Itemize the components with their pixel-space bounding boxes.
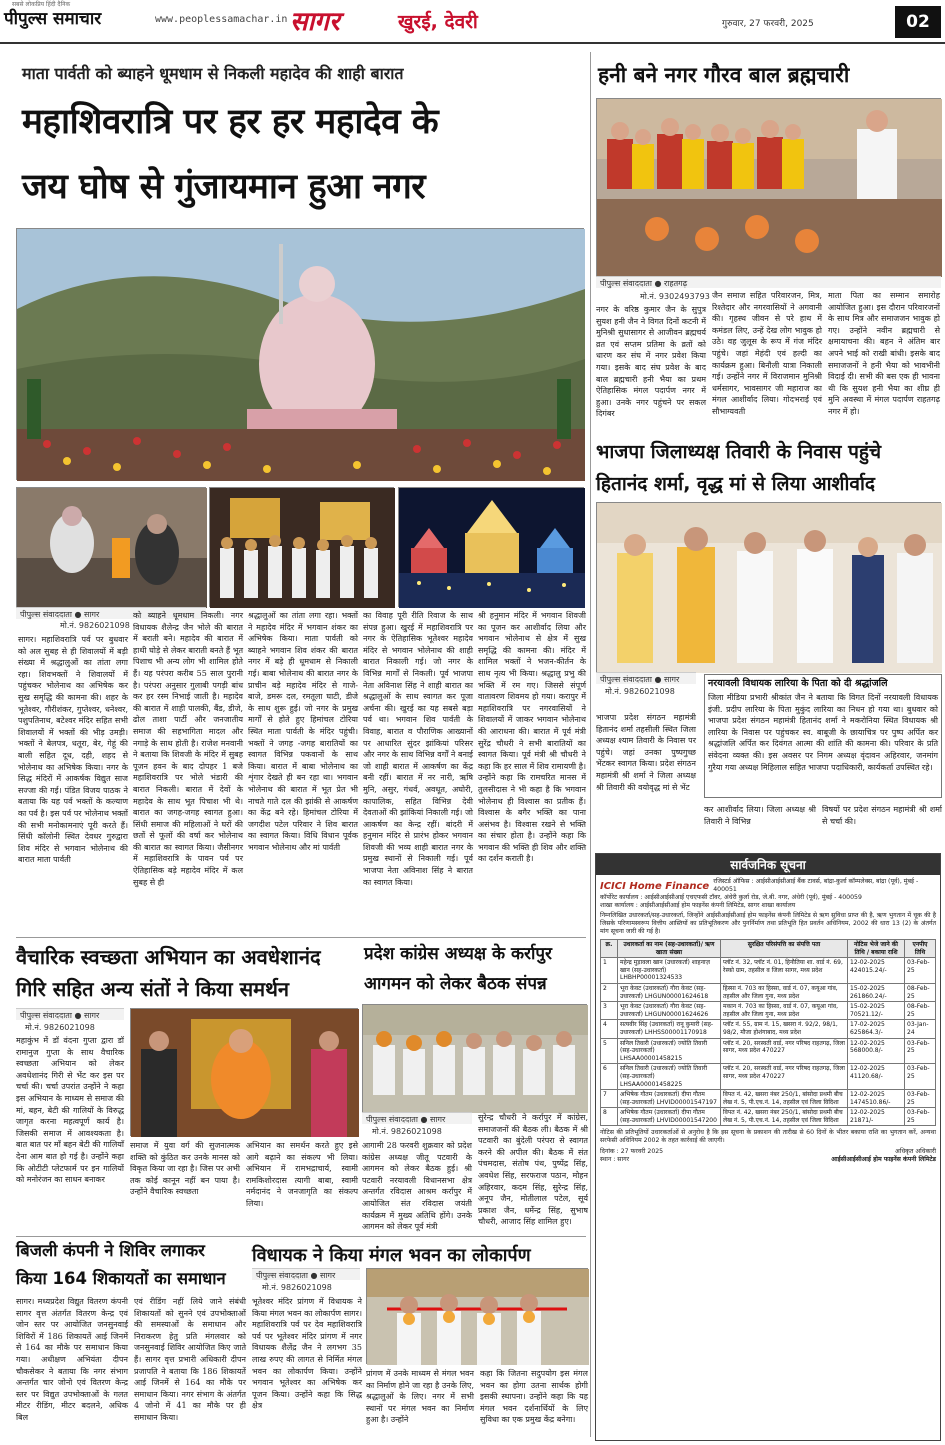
sub-cities: खुरई, देवरी xyxy=(398,11,478,33)
story1-column-3: श्रद्धालुओं का तांता लगा रहा। भक्तों ने महादेव मंदिर में भगवान शंकर का अभिषेक किया। माता पार्वती को ब्याहने भगवान शिव शंकर की बारात नगर में बड़े ही धूमधाम से निकाली गई। बाबा भोलेनाथ की बारात नगर के प्राचीन बड़े महादेव मंदिर से गाजे- बाजे, डमरू दल, रमतूला घाटी, डीजे के साथ शुरू हुई। जो नगर के प्रमुख मार्गों से होते हुए हिमांचल टोरिया स्थित माता पार्वती के मंदिर पहुंची। भक्तों ने जगह -जगह बारातियों का स्वागत विभिन्न पकवानों के साथ किया। बारात में बाबा भोलेनाथ का शृंगार देखते ही बन रहा था। भगवान भोलेनाथ की बारात में भूत प्रेत भी नाचते गाते दल की झांकी से आकर्षण का केंद्र बने रहे। हिमांचल टोरिया में जगदीश पटेल परिवार ने शिव बारात का स्वागत किया। विधि विधान पूर्वक भगवान भोलेनाथ और मां पार्वती xyxy=(248,611,358,852)
table-row: 6 सनिल तिवारी (उधारकर्ता) ज्योति तिवारी (सह-उधारकर्ता) LHSAA00001458225 प्लॉट नं. 20, सरस्वती वार्ड, नगर परिषद राहतगढ़, जिला सागर, मध्य प्रदेश 470227 12-02-2025 41120.68/- 03-Feb-25 xyxy=(601,1064,936,1090)
story4-column-1: महाकुंभ में डॉ वंदना गुप्ता द्वारा डॉ रामानुज गुप्ता के साथ वैचारिक स्वच्छता अभियान को लेकर अवधेशानंद गिरी से भेंट कर इस पर चर्चा की। चर्चा उपरांत उन्होंने ने कहा इस अभियान के माध्यम से समाज की मां, बहन, बेटी की गालियों के विरुद्ध जागृत करना महत्वपूर्ण कार्य है। जिसकी समाज में आवश्यकता है। बात बात पर माँ बहन बेटी की गालियाँ देना आम बात हो गई है। उन्होंने कहा कि ओटीटी प्लेटफार्म पर इन गालियों को मनोरंजन का साधन बनाकर xyxy=(16,1036,124,1185)
notice-title: सार्वजनिक सूचना xyxy=(596,854,940,875)
public-notice xyxy=(595,853,941,1441)
mangal-bhawan-photo xyxy=(366,1268,588,1364)
newspaper-logo: सबसे लोकप्रिय हिंदी दैनिक पीपुल्स समाचार xyxy=(4,1,102,29)
story1-headline-line1: महाशिवरात्रि पर हर हर महादेव के xyxy=(22,102,439,142)
story7-column-1: भूतेश्वर मंदिर प्रांगण में विधायक ने किया मंगल भवन का लोकार्पण सागर। महाशिवरात्रि पर्व पर देव महाशिवरात्रि पर्व पर भूतेश्वर मंदिर प्रांगण में नगर विधायक शैलेंद्र जैन ने लगभग 35 लाख रुपए की लागत से निर्मित मंगल भवन का लोकार्पण किया। उन्होंने भगवान भूतेश्वर का अभिषेक कर पूजन किया। उन्होंने कहा कि सिद्ध क्षेत्र xyxy=(252,1297,362,1411)
story7-headline: विधायक ने किया मंगल भवन का लोकार्पण xyxy=(252,1245,531,1266)
masthead xyxy=(0,0,945,44)
tribute-headline: नरयावली विधायक लारिया के पिता को दी श्रद्धांजलि xyxy=(708,678,888,689)
table-row: 4 सत्यवीर सिंह (उधारकर्ता) रानू कुमारी (सह-उधारकर्ता) LHHSS00001170918 प्लॉट नं. 55, ग्राम नं. 15, खसरा नं. 92/2, 98/1, 98/2, मौजा होशंगाबाद, मध्य प्रदेश 17-02-2025 625864.3/- 03-Jan-24 xyxy=(601,1020,936,1038)
story1-column-5: श्री हनुमान मंदिर में भगवान शिवजी का पूजन कर आशीर्वाद लिया और भगवान भोलेनाथ से क्षेत्र में सुख समृद्धि की कामना की। मंदिर में शामिल भक्तों ने भजन-कीर्तन के साथ नृत्य भी किया। श्रद्धालु प्रभु की भक्ति में रम गए। जिससे संपूर्ण वातावरण शिवमय हो गया। करापुर में महाशिवरात्रि पर नगरवासियों ने शिवालयों में जाकर भगवान भोलेनाथ की आराधना की। बारात में पूर्व मंत्री सुरेंद्र चौधरी ने सभी बारातियों का स्वागत किया। पूर्व मंत्री श्री चौधरी ने कहा कि हर साल में शिव रामायणी है। उन्होंने कहा कि रामचरित मानस में तुलसीदास ने भी कहा है कि भगवान भोलेनाथ ही विश्वास का प्रतीक हैं। विश्वास के बगैर भक्ति का पाना असंभव है। विश्वास रखने से भक्ति का संचार होता है। उन्होंने कहा कि भगवान की भक्ति ही शिव और शक्ति का दर्शन कराती है। xyxy=(478,611,586,864)
story2-column-2: जैन समाज सहित परिवारजन, मित्र, रिश्तेदार और नगरवासियों ने अगवानी की। गृहस्थ जीवन से परे हाथ में कमंडल लिए, उन्हें देख लोग भावुक हो उठे। वह जुलूस के रूप में गंज मंदिर पहुंचे। जहां मेहंदी एवं हल्दी का कार्यक्रम हुआ। बिनौली यात्रा निकाली गई। उन्होंने नगर में विराजमान मुनिश्री धर्मसागर, भावसागर जी महाराज का मंगल आशीर्वाद लिया। गोदभराई एवं सौभाग्यवती xyxy=(712,291,822,416)
notice-signatory: अधिकृत अधिकारी xyxy=(894,1148,936,1156)
story5-mobile: मो.नं. 9826021098 xyxy=(372,1127,442,1136)
story5-headline-line2: आगमन को लेकर बैठक संपन्न xyxy=(364,974,547,994)
story3-mobile: मो.नं. 9826021098 xyxy=(605,687,675,696)
story3-column-3: विषयों पर प्रदेश संगठन महामंत्री श्री शर्मा से चर्चा की। xyxy=(822,805,942,826)
notice-branch-address: शाखा कार्यालय : आईसीआईसीआई होम फाइनेंस कंपनी लिमिटेड, सागर शाखा कार्यालय xyxy=(600,902,796,909)
story5-column-2: सुरेन्द्र चौधरी ने कर्रापुर में कांग्रेस, समाजजनों की बैठक ली। बैठक में श्री पटवारी का बुंदेली परंपरा से स्वागत करने की अपील की। बैठक में संत पंचमदास, संतोष पंथ, पुष्पेंद्र सिंह, अवधेश सिंह, सरफराज पठान, मोहन अहिरवार, कदम सिंह, सुरेन्द्र सिंह, अनूप जैन, मोतीलाल पटेल, सूर्य प्रकाश जैन, धर्मेन्द्र सिंह, सुभाष चौधरी, आजाद सिंह शामिल हुए। xyxy=(478,1113,588,1227)
story5-caption-bar: पीपुल्स संवाददाता ● सागर xyxy=(362,1112,472,1124)
saints-meeting-photo xyxy=(130,1008,358,1136)
story1-column-1: सागर। महाशिवरात्रि पर्व पर बुधवार को अल सुबह से ही शिवालयों में बड़ी संख्या में श्रद्धालुओं का तांता लगा रहा। शिवभक्तों ने शिवालयों में पहुंचकर भोलेनाथ का अभिषेक कर सुख समृद्धि की कामना की। शहर के भूतेश्वर, गौरीशंकर, गुप्तेश्वर, धनेश्वर, पशुपतिनाथ, बटेश्वर मंदिर सहित सभी शिवालयों में भक्तों की भीड़ उमड़ी। भक्तों ने बेलपत्र, धतूरा, बेर, गेहूं की बाली सहित दूध, दही, शहद से भोलेनाथ का अभिषेक किया। नगर के सिद्ध मंदिरों में आकर्षक विद्युत साज सज्जा की गई। पंडित विजय पाठक ने बताया कि यह पर्व भक्तों के कल्याण का पर्व है। इस पर्व पर भोलेनाथ भक्तों की सभी मनोकामनाएं पूरी करते हैं। सिंधी कॉलोनी स्थित देवधर गुरुद्वारा शिव मंदिर से भगवान भोलेनाथ की बारात माता पार्वती xyxy=(18,635,128,865)
shiva-statue-photo xyxy=(16,228,584,480)
story2-column-1: नगर के वरिष्ठ कुमार जैन के सुपुत्र सुयश हनी जैन ने विगत दिनों कटनी में मुनिश्री सुधासागर से आजीवन ब्रह्मचर्य व्रत एवं सप्तम प्रतिमा के व्रतों को धारण कर संघ में नगर प्रवेश किया गया। इसके बाद संघ प्रवेश के बाद बाल ब्रह्मचारी हनी भैया का प्रथम ऐतिहासिक मंगल पदार्पण नगर में हुआ। उनके नगर पहुंचने पर सकल दिगंबर xyxy=(596,305,706,419)
notice-corporate-address: कॉर्पोरेट कार्यालय : आईसीआईसीआई एचएफसी टॉवर, अंधेरी कुर्ला रोड, जे.बी. नगर, अंधेरी (पूर्व), मुंबई - 400059 xyxy=(600,894,862,901)
story5-headline-line1: प्रदेश कांग्रेस अध्यक्ष के कर्रापुर xyxy=(364,944,552,964)
notice-table xyxy=(600,939,936,1126)
page-number: 02 xyxy=(895,6,941,38)
brahmachari-photo xyxy=(596,98,941,276)
saints-meeting-image xyxy=(131,1009,359,1137)
story7-caption-bar: पीपुल्स संवाददाता ● सागर xyxy=(252,1268,360,1280)
table-row: 5 सनिल तिवारी (उधारकर्ता) ज्योति तिवारी (सह-उधारकर्ता) LHSAA00001458215 प्लॉट नं. 20, सरस्वती वार्ड, नगर परिषद राहतगढ़, जिला सागर, मध्य प्रदेश 470227 12-02-2025 568000.8/- 03-Feb-25 xyxy=(601,1038,936,1064)
tribute-box xyxy=(704,674,942,798)
story1-column-2: को ब्याहने धूमधाम निकली। नगर विधायक शैलेन्द्र जैन भोले की बारात में बराती बने। महादेव की बारात में हाथी घोड़े से लेकर बाराती बनते हैं भूत पिशाच भी अन्य लोग भी शामिल होते हैं। यह परंपरा करीब 55 साल पुरानी है। परंपरा अनुसार गुलाबी पगड़ी बांध कर हर रस्म निभाई जाती है। महादेव की बारात में शाही पालकी, बैंड, डीजे, ढोल ताशा पार्टी और जनजातीय समाज की सहभागिता मादल और नगाड़े के साथ होती है। राजेश मनवानी ने बताया कि शिवजी के मंदिर में सुबह पूजन हवन के बाद दोपहर 1 बजे महाशिवरात्रि पर भोले भंडारी की बारात निकली। बारात में देवों के महादेव के साथ भूत पिचाश भी थे। बारात का जगह-जगह स्वागत हुआ। सिंधी समाज की महिलाओं ने घरों की छतों से फूलों की वर्षा कर भोलेनाथ की बारात का स्वागत किया। जैसीनगर में महाशिवरात्रि के पावन पर्व पर ऐतिहासिक बड़े महादेव मंदिर में कल सुबह से ही xyxy=(133,611,243,887)
story6-column-2: एवं रीडिंग नहीं लिये जाने संबंधी शिकायतों को सुनने एवं उपभोक्ताओं की समस्याओं के समाधान और निराकरण हेतु प्रति मंगलवार को जनसुनवाई शिविर आयोजित किए जाते हैं। सागर वृत्त प्रभारी अधिकारी दीपन प्रजापति ने बताया कि 186 शिकायतें आई जिनमें से 164 का मौके पर समाधान किया। नगर संभाग के अंतर्गत 4 जोनो में 41 का मौके पर ही समाधान किया। xyxy=(134,1297,246,1422)
story3-caption-bar: पीपुल्स संवाददाता ● सागर xyxy=(596,672,696,684)
story1-headline-line2: जय घोष से गुंजायमान हुआ नगर xyxy=(22,167,426,207)
notice-company-logo: ICICI Home Finance xyxy=(600,880,710,892)
story7-column-3: कहा कि जितना सदुपयोग इस मंगल भवन का होगा उतना सार्थक होगी इसकी स्थापना। उन्होंने कहा कि यह मंगल भवन दर्शनार्थियों के लिए सुविधा का एक प्रमुख केंद्र बनेगा। xyxy=(480,1369,588,1425)
story3-column-2: कर आशीर्वाद लिया। जिला अध्यक्ष श्री तिवारी ने विभिन्न xyxy=(704,805,816,826)
congress-meeting-image xyxy=(363,1005,588,1113)
story4-headline-line1: वैचारिक स्वच्छता अभियान का अवधेशानंद xyxy=(16,945,321,969)
notice-registered-address: रजिस्टर्ड ऑफिस : आईसीआईसीआई बैंक टावर्स, बांद्रा-कुर्ला कॉम्पलेक्स, बांद्रा (पूर्व), मुंबई - 400051 xyxy=(713,878,919,893)
story1-kicker: माता पार्वती को ब्याहने धूमधाम से निकली महादेव की शाही बारात xyxy=(22,64,404,83)
notice-table-header: क्र. उधारकर्ता का नाम (सह-उधारकर्ता)/ ऋण खाता संख्या सुरक्षित परिसंपत्ति का संपत्ति पता नोटिस भेजे जाने की तिथि / बकाया राशि एनपीए तिथि xyxy=(601,940,936,958)
story1-mobile: मो.नं. 9826021098 xyxy=(60,621,130,630)
notice-footer: नोटिस की प्रतिभूतियों उधारकर्ताओं से अनुरोध है कि इस सूचना के प्रकाशन की तारीख से 60 दिनों के भीतर बकाया राशि का भुगतान करें, अन्यथा सरफेसी अधिनियम 2002 के तहत कार्रवाई की जाएगी। xyxy=(600,1129,936,1145)
sadhu-baraat-photo xyxy=(16,487,206,607)
story7-column-2: प्रांगण में उनके माध्यम से मंगल भवन का निर्माण होने जा रहा है उनके लिए, श्रद्धालुओं के लिए। नगर में सभी स्थानों पर मंगल भवन का निर्माण हुआ है। उन्होंने xyxy=(366,1369,474,1425)
story3-column-1: भाजपा प्रदेश संगठन महामंत्री हितानंद शर्मा तहसीली स्थित जिला अध्यक्ष श्याम तिवारी के निवास पर पहुंचे। जहां उनका पुष्पगुच्छ भेंटकर स्वागत किया। प्रदेश संगठन महामंत्री श्री शर्मा ने जिला अध्यक्ष श्री तिवारी की वयोवृद्ध मां से भेंट xyxy=(596,713,696,792)
mangal-bhawan-image xyxy=(367,1269,589,1365)
tribute-body: जिला मीडिया प्रभारी श्रीकांत जैन ने बताया कि विगत दिनों नरयावली विधायक इंजी. प्रदीप लारिया के पिता मुकुंद लारिया का निधन हो गया था। बुधवार को भाजपा प्रदेश संगठन महामंत्री हितानंद शर्मा ने मकरोनिया स्थित विधायक श्री लारिया के निवास पर पहुंचकर स्व. बाबूजी के छायाचित्र पर पुष्प अर्पित कर श्रद्धांजलि अर्पित कर दिवंगत आत्मा की शांति की कामना की। परिवार के प्रति संवेदना व्यक्त की। इस अवसर पर निगम अध्यक्ष वृंदावन अहिरवार, जनमांग गुरैया गया अध्यक्ष मिहिलाल सहित भाजपा पदाधिकारी, कार्यकर्ता उपस्थित रहे। xyxy=(708,693,938,772)
story1-column-4: का विवाह पूरी रीति रिवाज के साथ संपन्न हुआ। खुरई में महाशिवरात्रि पर नगर के ऐतिहासिक भूतेश्वर महादेव मंदिर से भगवान भोलेनाथ की शाही बारात निकाली गई। जो नगर के विभिन्न मार्गों से निकली। पूर्व भाजपा नेता अविनाश सिंह ने शाही बारात का श्रद्धालुओं के साथ स्वागत कर पूजा अर्चना की। खुरई का यह सबसे बड़ा पर्व था। भगवान शिव पार्वती के विवाह, बारात व पौराणिक आख्यानों पर आधारित सुंदर झांकियां परिसर और नगर के साथ विभिन्न वर्गों ने बनाई जो शाही बारात में आकर्षण का केंद्र बनी रहीं। बारात में नर नारी, ऋषि मुनि, असुर, गंधर्व, अवधूत, अघोरी, कापालिक, सहित विभिन्न देवी देवताओं की झांकियां निकाली गई। जो आकर्षण का केन्द्र रहीं। बांदरी में हनुमान मंदिर से प्रारंभ होकर भगवान शिवजी की भव्य शाही बारात नगर के प्रमुख स्थानों से निकाली गई। पूर्व भाजपा नेता अविनाश सिंह ने बारात का स्वागत किया। xyxy=(363,611,473,887)
table-row: 8 अभिषेक गौतम (उधारकर्ता) दीपा गौतम (सह-उधारकर्ता) LHVID00001547200 विपत नं. 42, खसरा नंबर 250/1, बांसोदा प्रथमी बीच लेख नं. 5, पी.एच.नं. 14, तहसील एवं जिला विदिशा 12-02-2025 21871/- 03-Feb-25 xyxy=(601,1108,936,1126)
story5-column-1: आगामी 28 फरवरी शुक्रवार को प्रदेश कांग्रेस अध्यक्ष जीतू पटवारी के आगमन को लेकर बैठक हुई। श्री पटवारी नरयावली विधानसभा क्षेत्र अन्तर्गत रविदास आश्रम कर्रापुर में आयोजित संत रविदास जयंती कार्यक्रम में मुख्य अतिथि होंगे। उनके आगमन को लेकर पूर्व मंत्री xyxy=(362,1141,472,1232)
story3-headline-line1: भाजपा जिलाध्यक्ष तिवारी के निवास पहुंचे xyxy=(596,441,882,463)
congress-meeting-photo xyxy=(362,1004,587,1112)
table-row: 2 भूरा केवट (उधारकर्ता) गौरा केवट (सह-उधारकर्ता) LHGUN00001624618 हिस्सा नं. 703 का हिस्सा, वार्ड नं. 07, कयूआ गांव, तहसील और जिला गुना, मध्य प्रदेश 15-02-2025 261860.24/- 08-Feb-25 xyxy=(601,983,936,1001)
story4-mobile: मो.नं. 9826021098 xyxy=(25,1023,95,1032)
bjp-meeting-photo xyxy=(596,502,941,672)
story3-headline-line2: हितानंद शर्मा, वृद्ध मां से लिया आशीर्वाद xyxy=(596,473,875,495)
temple-night-photo xyxy=(398,487,584,607)
sadhu-baraat-image xyxy=(17,488,207,608)
story2-headline: हनी बने नगर गौरव बाल ब्रह्मचारी xyxy=(598,63,850,87)
table-row: 7 अभिषेक गौतम (उधारकर्ता) दीपा गौतम (सह-उधारकर्ता) LHVID00001547197 विपत नं. 42, खसरा नंबर 250/1, बांसोदा प्रथमी बीच लेख नं. 5, पी.एच.नं. 14, तहसील एवं जिला विदिशा 12-02-2025 1474510.86/- 03-Feb-25 xyxy=(601,1090,936,1108)
column-divider xyxy=(590,52,591,1437)
table-row: 3 भूरा केवट (उधारकर्ता) गौरा केवट (सह-उधारकर्ता) LHGUN00001624626 मकान नं. 703 का हिस्सा, वार्ड नं. 07, कयूआ गांव, तहसील और जिला गुना, मध्य प्रदेश 15-02-2025 70521.12/- 08-Feb-25 xyxy=(601,1002,936,1020)
story4-column-2: समाज में युवा वर्ग की सुजनात्मक शक्ति को कुंठित कर उनके मानस को विकृत किया जा रहा है। जिस पर अभी तक कोई कानून नहीं बन पाया है। उन्होंने वैचारिक स्वच्छता xyxy=(130,1141,240,1197)
shiva-statue-image xyxy=(17,229,585,481)
brahmachari-image xyxy=(597,99,942,277)
story2-caption-bar: पीपुल्स संवाददाता ● राहतगढ़ xyxy=(596,276,941,288)
section-rule xyxy=(16,937,586,938)
story2-column-3: माता पिता का सम्मान समारोह आयोजित हुआ। इस दौरान परिवारजनों के साथ मित्र और समाजजन भावुक हो गए। उन्होंने नवीन ब्रह्मचारी से क्षमायाचना की। बहन ने अंतिम बार अपने भाई को राखी बांधी। इसके बाद समाजजनों ने हनी भैया को भावभीनी विदाई दी। सभी की बस एक ही भावना थी कि सुयश हनी भैया का शीघ्र ही मुनि अवस्था में मंगल पदार्पण राहतगढ़ नगर में हो। xyxy=(828,291,940,416)
story1-caption-bar: पीपुल्स संवाददाता ● सागर xyxy=(16,607,206,619)
website-url: www.peoplessamachar.in xyxy=(155,14,288,25)
story6-headline-line2: किया 164 शिकायतों का समाधान xyxy=(16,1269,226,1288)
story6-column-1: सागर। मध्यप्रदेश विद्युत वितरण कंपनी सागर वृत्त अंतर्गत वितरण केन्द्र एवं जोन स्तर पर आयोजित जनसुनवाई शिविरों में 186 शिकायतें आई जिनमें से 164 का मौके पर समाधान किया गया। अधीक्षण अभियंता दीपन चौकसेकर ने बताया कि नगर संभाग अन्तर्गत चार जोनो एवं वितरण केन्द्र स्तर पर विद्युत उपभोक्ताओं के गलत मीटर रीडिंग, मीटर बदलने, अधिक बिल xyxy=(16,1297,128,1422)
baraat-procession-photo xyxy=(209,487,394,607)
story6-headline-line1: बिजली कंपनी ने शिविर लगाकर xyxy=(16,1241,205,1260)
story4-caption-bar: पीपुल्स संवाददाता ● सागर xyxy=(16,1008,124,1020)
notice-signatory-company: आईसीआईसीआई होम फाइनेंस कंपनी लिमिटेड xyxy=(831,1156,936,1164)
notice-sign-place: स्थान : सागर xyxy=(600,1156,630,1164)
section-rule-2 xyxy=(16,1236,586,1237)
city-name: सागर xyxy=(290,7,340,37)
story7-mobile: मो.नं. 9826021098 xyxy=(262,1283,332,1292)
story4-headline-line2: गिरि सहित अन्य संतों ने किया समर्थन xyxy=(16,977,289,1001)
table-row: 1 महेन्द्र मुड़ावला खान (उधारकर्ता) शाहनाज़ खान (सह-उधारकर्ता) LHBHP00001324533 प्लॉट नं. 32, प्लॉट नं. 01, हिनौतिया शा. वार्ड नं. 69, रेस्को ग्राम, तहसील व जिला सागर, मध्य प्रदेश 12-02-2025 424015.24/- 03-Feb-25 xyxy=(601,958,936,984)
temple-night-image xyxy=(399,488,585,608)
baraat-procession-image xyxy=(210,488,395,608)
story2-mobile: मो.नं. 9302493793 xyxy=(640,292,710,301)
story4-column-3: अभियान का समर्थन करते हुए इसे आगे बढ़ाने का संकल्प भी लिया। अभियान में रामभद्राचार्य, स्वामी रामकिशोरदास त्यागी बाबा, स्वामी नर्मदानंद ने जनजागृति का संकल्प लिया। xyxy=(246,1141,358,1208)
issue-date: गुरुवार, 27 फरवरी, 2025 xyxy=(722,19,814,29)
notice-sign-date: दिनांक : 27 फरवरी 2025 xyxy=(600,1148,664,1156)
notice-intro: निम्नलिखित उधारकर्ता/सह-उधारकर्ता, जिन्होंने आईसीआईसीआई होम फाइनेंस कंपनी लिमिटेड से ऋण सुविधा प्राप्त की है, ऋण भुगतान में चूक की है जिसके परिणामस्वरूप वित्तीय आस्तियों का प्रतिभूतिकरण और पुनर्निर्माण तथा प्रतिभूति हित प्रवर्तन अधिनियम, 2002 की धारा 13 (2) के अंतर्गत मांग सूचना जारी की गई है। xyxy=(600,912,936,935)
bjp-meeting-image xyxy=(597,503,942,673)
